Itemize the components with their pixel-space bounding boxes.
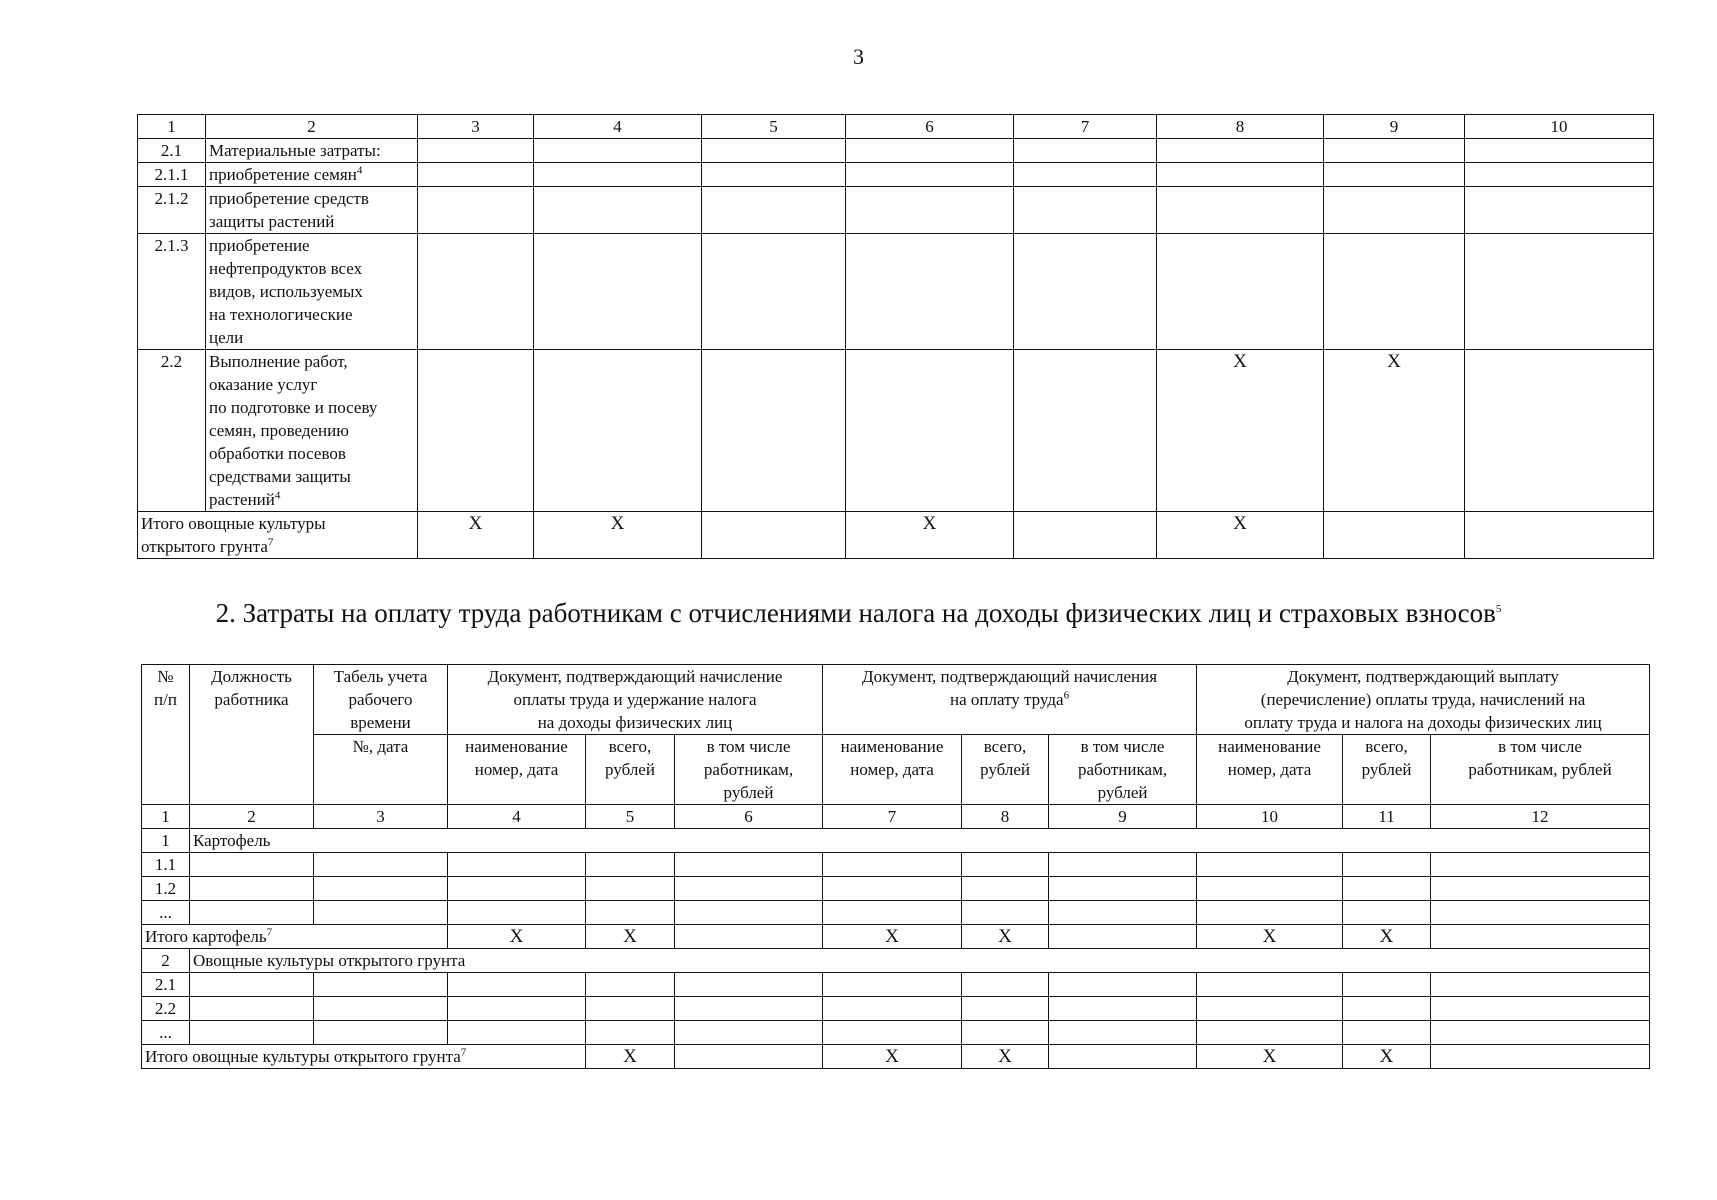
cell-mark: X (1157, 512, 1324, 559)
cell-mark: X (846, 512, 1014, 559)
row-number: ... (142, 1021, 190, 1045)
section-title: Овощные культуры открытого грунта (190, 949, 1650, 973)
row-number: ... (142, 901, 190, 925)
header-name-date: наименование номер, дата (448, 735, 586, 805)
section-number: 1 (142, 829, 190, 853)
header-num: № п/п (142, 665, 190, 805)
cell-mark: X (1343, 925, 1431, 949)
table-total-row (142, 1045, 1650, 1069)
footnote-ref: 4 (274, 489, 281, 502)
cell-mark: X (1343, 1045, 1431, 1069)
row-number: 2.2 (138, 350, 206, 512)
row-number: 2.1.2 (138, 187, 206, 234)
table-total-row (142, 925, 1650, 949)
col-number: 9 (1324, 115, 1465, 139)
table-row (142, 997, 1650, 1021)
footnote-ref: 4 (356, 164, 363, 177)
header-incl-workers: в том числе работникам, рублей (1431, 735, 1650, 805)
cell-mark: X (586, 1045, 675, 1069)
cell-mark: X (823, 925, 962, 949)
cell-mark: X (418, 512, 534, 559)
header-total: всего, рублей (586, 735, 675, 805)
cell-mark: X (1157, 350, 1324, 512)
footnote-ref: 6 (1063, 689, 1070, 702)
table-row (138, 163, 1654, 187)
row-label: приобретение нефтепродуктов всех видов, используемых на технологические цели (206, 234, 418, 350)
col-number: 8 (1157, 115, 1324, 139)
cost-table-continued (137, 114, 1654, 559)
cell-mark: X (1324, 350, 1465, 512)
header-doc-payment: Документ, подтверждающий выплату (перечисление) оплаты труда, начислений на оплату труда и налога на доходы физических лиц (1197, 665, 1650, 735)
table-row (138, 234, 1654, 350)
section-title: Картофель (190, 829, 1650, 853)
row-label: приобретение средств защиты растений (206, 187, 418, 234)
cell-mark: X (586, 925, 675, 949)
row-number: 2.1.1 (138, 163, 206, 187)
col-number: 1 (138, 115, 206, 139)
table-row (142, 877, 1650, 901)
cell-mark: X (962, 1045, 1049, 1069)
header-timesheet-sub: №, дата (314, 735, 448, 805)
table-subheader-row (142, 735, 1650, 805)
row-number: 2.1 (142, 973, 190, 997)
row-number: 2.1 (138, 139, 206, 163)
row-label: Материальные затраты: (206, 139, 418, 163)
footnote-ref: 7 (460, 1046, 467, 1059)
col-number: 7 (823, 805, 962, 829)
row-label: Выполнение работ, оказание услуг по подготовке и посеву семян, проведению обработки посевов средствами защиты растений$^4$ (206, 350, 418, 512)
col-number: 5 (702, 115, 846, 139)
cell-mark: X (1197, 1045, 1343, 1069)
col-number: 9 (1049, 805, 1197, 829)
footnote-ref: 7 (267, 536, 274, 549)
col-number: 7 (1014, 115, 1157, 139)
cell-mark: X (534, 512, 702, 559)
row-number: 2.2 (142, 997, 190, 1021)
row-number: 2.1.3 (138, 234, 206, 350)
section-row (142, 829, 1650, 853)
header-name-date: наименование номер, дата (1197, 735, 1343, 805)
header-total: всего, рублей (1343, 735, 1431, 805)
cell-mark: X (962, 925, 1049, 949)
col-number: 4 (448, 805, 586, 829)
col-number: 3 (418, 115, 534, 139)
section-row (142, 949, 1650, 973)
col-number: 11 (1343, 805, 1431, 829)
row-number: 1.1 (142, 853, 190, 877)
cell-mark: X (823, 1045, 962, 1069)
total-label: Итого картофель$^7$ (142, 925, 448, 949)
table-row (138, 187, 1654, 234)
col-number: 1 (142, 805, 190, 829)
total-label: Итого овощные культуры открытого грунта$^7$ (138, 512, 418, 559)
page-number: 3 (853, 44, 864, 69)
header-total: всего, рублей (962, 735, 1049, 805)
table-row (142, 853, 1650, 877)
section-heading: 2. Затраты на оплату труда работникам с отчислениями налога на доходы физических лиц и страховых взносов$^5$ (215, 598, 1502, 628)
col-number: 2 (190, 805, 314, 829)
total-label: Итого овощные культуры открытого грунта$^7$ (142, 1045, 586, 1069)
col-number: 4 (534, 115, 702, 139)
col-number: 3 (314, 805, 448, 829)
col-number: 6 (675, 805, 823, 829)
header-doc-accrual: Документ, подтверждающий начисление оплаты труда и удержание налога на доходы физических лиц (448, 665, 823, 735)
table-header-row (142, 665, 1650, 735)
col-number: 2 (206, 115, 418, 139)
section-number: 2 (142, 949, 190, 973)
cell-mark: X (448, 925, 586, 949)
row-number: 1.2 (142, 877, 190, 901)
cell-mark: X (1197, 925, 1343, 949)
col-number: 12 (1431, 805, 1650, 829)
table-column-numbers (138, 115, 1654, 139)
col-number: 10 (1197, 805, 1343, 829)
table-total-row (138, 512, 1654, 559)
header-doc-charges: Документ, подтверждающий начисления на оплату труда$^6$ (823, 665, 1197, 735)
header-incl-workers: в том числе работникам, рублей (675, 735, 823, 805)
table-row (138, 350, 1654, 512)
col-number: 5 (586, 805, 675, 829)
header-position: Должность работника (190, 665, 314, 805)
labor-cost-table (141, 664, 1650, 1069)
header-timesheet: Табель учета рабочего времени (314, 665, 448, 735)
table-column-numbers (142, 805, 1650, 829)
header-name-date: наименование номер, дата (823, 735, 962, 805)
table-row (142, 901, 1650, 925)
table-row (138, 139, 1654, 163)
col-number: 10 (1465, 115, 1654, 139)
footnote-ref: 7 (266, 926, 273, 939)
footnote-ref: 5 (1495, 603, 1502, 615)
row-label: приобретение семян$^4$ (206, 163, 418, 187)
col-number: 6 (846, 115, 1014, 139)
table-row (142, 973, 1650, 997)
header-incl-workers: в том числе работникам, рублей (1049, 735, 1197, 805)
col-number: 8 (962, 805, 1049, 829)
table-row (142, 1021, 1650, 1045)
